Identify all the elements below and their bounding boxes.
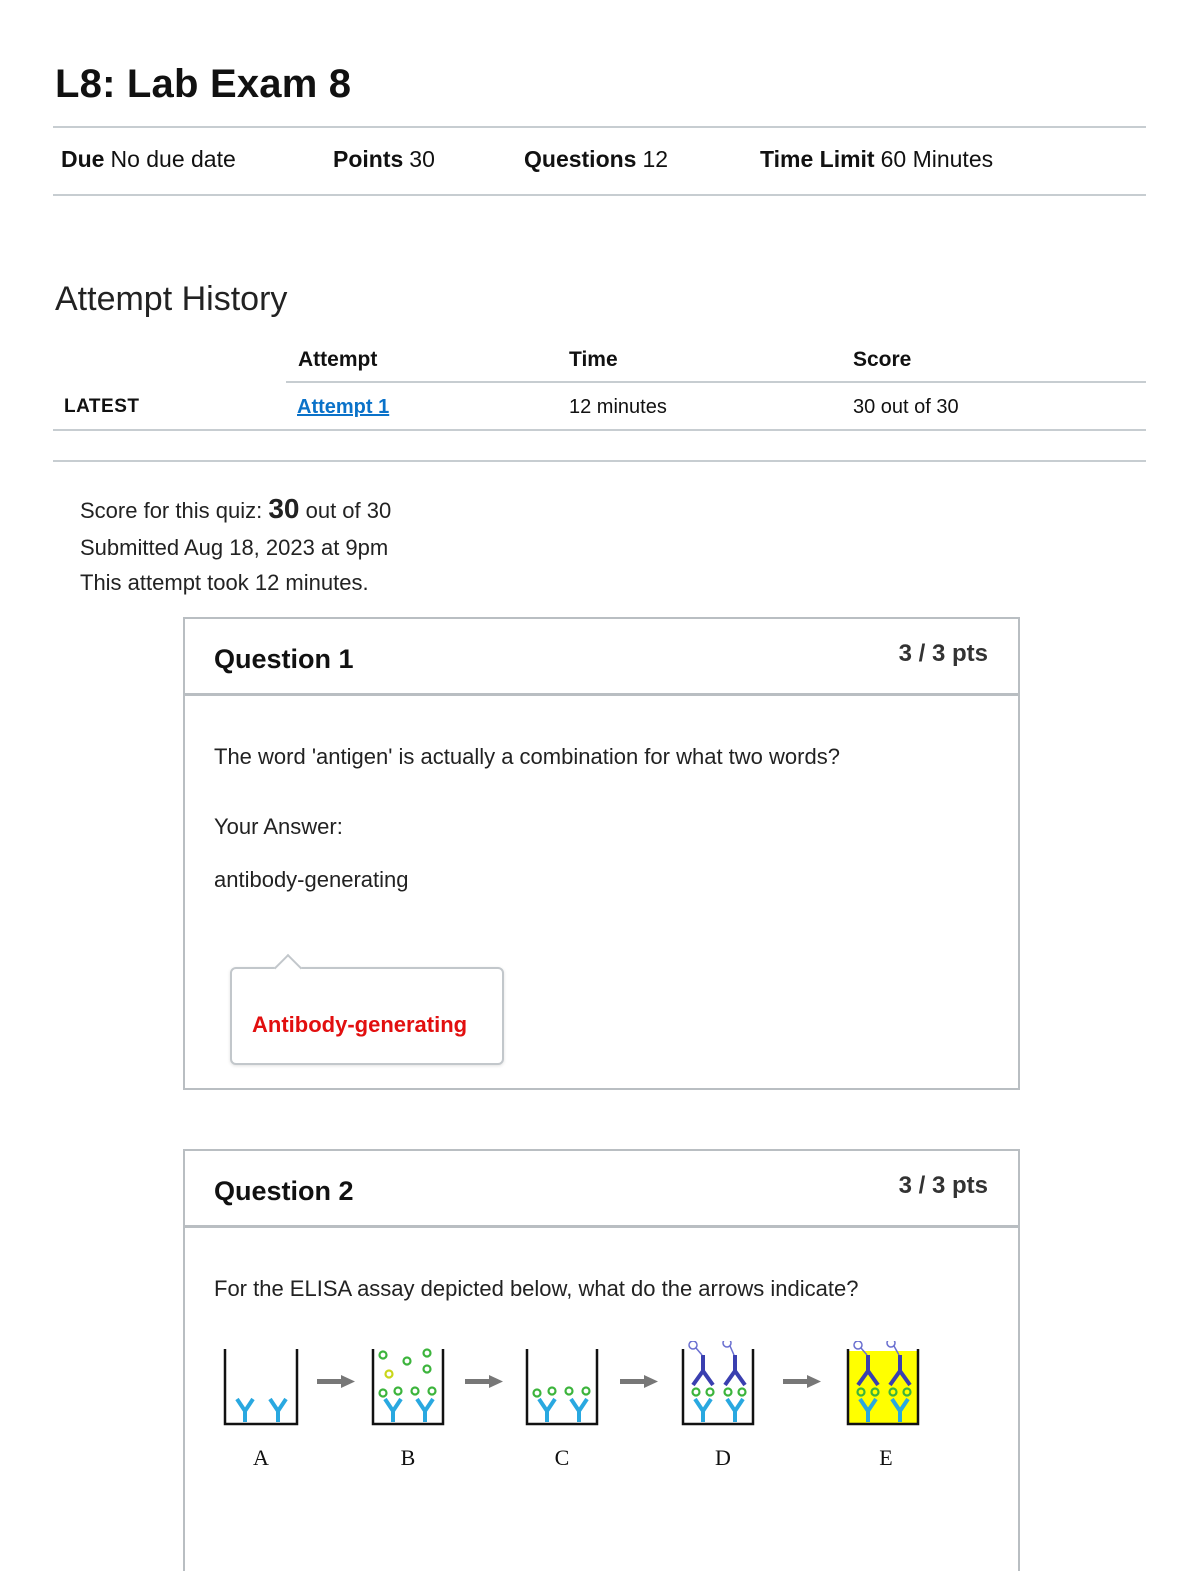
elisa-well-d — [683, 1341, 753, 1424]
column-header-score: Score — [853, 348, 912, 371]
column-header-attempt: Attempt — [298, 348, 378, 371]
elisa-label-a: A — [253, 1445, 269, 1470]
correct-answer-callout — [230, 967, 504, 1065]
section-divider — [53, 460, 1146, 462]
elisa-arrow-2-icon — [465, 1375, 503, 1388]
meta-time-limit-value: 60 Minutes — [880, 146, 994, 172]
row-divider — [53, 429, 1146, 431]
meta-due-label: Due — [61, 146, 105, 172]
your-answer-value: antibody-generating — [214, 867, 409, 892]
column-header-time: Time — [569, 348, 618, 371]
elisa-well-c — [527, 1349, 597, 1424]
attempt-history-heading: Attempt History — [55, 280, 288, 318]
elisa-label-b: B — [400, 1445, 416, 1470]
substrate-fill — [849, 1351, 917, 1423]
correct-answer-text: Antibody-generating — [252, 1012, 468, 1037]
elisa-label-e: E — [879, 1445, 893, 1470]
quiz-meta-bar — [53, 126, 1146, 196]
antigen-icon — [693, 1389, 746, 1396]
meta-due — [61, 146, 236, 173]
meta-points-label: Points — [333, 146, 404, 172]
attempt-1-link[interactable]: Attempt 1 — [297, 396, 390, 418]
meta-time-limit-label: Time Limit — [760, 146, 875, 172]
capture-antibody-icon — [237, 1399, 286, 1422]
elisa-arrow-3-icon — [620, 1375, 658, 1388]
meta-points-value: 30 — [409, 146, 435, 172]
question-2-text: For the ELISA assay depicted below, what do the arrows indicate? — [214, 1276, 859, 1301]
meta-time-limit — [760, 146, 993, 173]
elisa-well-e — [848, 1341, 918, 1424]
attempt-score: 30 out of 30 — [853, 396, 959, 418]
meta-points — [333, 146, 435, 173]
question-1-card — [183, 617, 1020, 1090]
submitted-text: Submitted Aug 18, 2023 at 9pm — [80, 535, 389, 560]
capture-antibody-icon — [695, 1399, 743, 1422]
elisa-well-b — [373, 1349, 443, 1424]
question-1-text: The word 'antigen' is actually a combination for what two words? — [214, 744, 840, 769]
capture-antibody-icon — [539, 1399, 587, 1422]
meta-due-value: No due date — [110, 146, 236, 172]
elisa-diagram — [215, 1341, 935, 1481]
elisa-label-d: D — [715, 1445, 731, 1470]
meta-questions-value: 12 — [642, 146, 669, 172]
score-value: 30 — [268, 493, 300, 524]
header-divider — [286, 381, 1146, 383]
enzyme-icon — [689, 1341, 734, 1355]
attempt-time: 12 minutes — [569, 396, 667, 418]
your-answer-label: Your Answer: — [214, 814, 343, 839]
elisa-label-c: C — [554, 1445, 570, 1470]
elisa-arrow-4-icon — [783, 1375, 821, 1388]
question-1-points: 3 / 3 pts — [898, 640, 988, 667]
duration-text: This attempt took 12 minutes. — [80, 570, 369, 595]
latest-tag: LATEST — [64, 396, 140, 417]
antigen-icon — [534, 1388, 590, 1397]
question-2-header — [185, 1151, 1018, 1228]
capture-antibody-icon — [385, 1399, 433, 1422]
score-suffix: out of 30 — [305, 498, 392, 523]
quiz-score-line — [80, 493, 391, 525]
meta-questions-label: Questions — [524, 146, 637, 172]
score-prefix: Score for this quiz: — [80, 498, 263, 523]
page-title: L8: Lab Exam 8 — [55, 62, 352, 106]
elisa-well-a — [225, 1349, 297, 1424]
question-1-header — [185, 619, 1018, 696]
meta-questions — [524, 146, 668, 173]
antigen-icon — [380, 1350, 436, 1397]
question-2-title: Question 2 — [214, 1176, 354, 1206]
question-2-card — [183, 1149, 1020, 1571]
question-2-points: 3 / 3 pts — [898, 1172, 988, 1199]
detection-antibody-icon — [693, 1355, 745, 1385]
elisa-arrow-1-icon — [317, 1375, 355, 1388]
question-1-title: Question 1 — [214, 644, 354, 674]
